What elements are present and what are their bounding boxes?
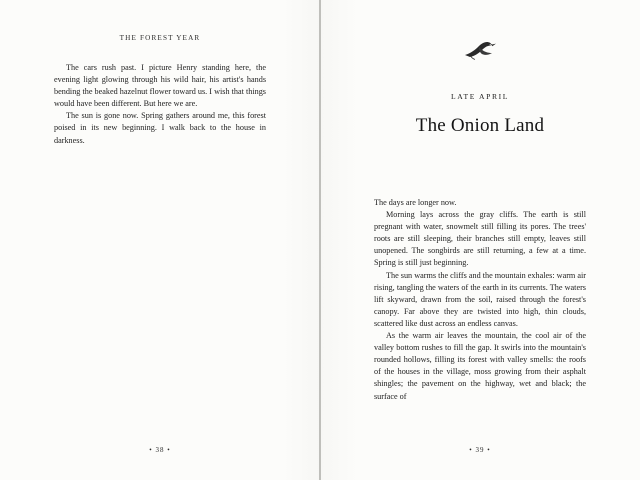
left-page-body — [54, 62, 266, 147]
page-number-left: • 38 • — [149, 446, 171, 454]
paragraph: Morning lays across the gray cliffs. The earth is still pregnant with water, snowmelt still filling its pores. The trees' roots are still sleeping, their branches still empty, leaves still unopened. The songbirds are still returning, a few at a time. Spring is still just beginning. — [374, 210, 586, 268]
left-page-content — [54, 34, 266, 147]
paragraph: The sun is gone now. Spring gathers around me, this forest poised in its new beginning. I walk back to the house in darkness. — [54, 111, 266, 145]
right-page-body — [374, 197, 586, 403]
right-page-content — [374, 30, 586, 403]
chapter-label: LATE APRIL — [451, 92, 509, 101]
right-page — [320, 0, 640, 480]
paragraph: As the warm air leaves the mountain, the cool air of the valley bottom rushes to fill the gap. It swirls into the mountain's rounded hollows, filling its forest with valley smells: the roofs of the houses in the village, moss growing from their asphalt shingles; the pavement on the highway, wet and black; the surface of — [374, 331, 586, 401]
bird-ornament-icon — [374, 38, 586, 66]
running-head: THE FOREST YEAR — [119, 34, 201, 42]
chapter-title: The Onion Land — [415, 115, 545, 136]
spread-gutter — [319, 0, 321, 480]
paragraph: The days are longer now. — [374, 198, 457, 207]
page-number-right: • 39 • — [469, 446, 491, 454]
paragraph: The cars rush past. I picture Henry standing here, the evening light glowing through his wild hair, his artist's hands bending the beaked hazelnut flower toward us. I wish that things would have been different. But here we are. — [54, 63, 266, 109]
paragraph: The sun warms the cliffs and the mountain exhales: warm air rising, tangling the waters of the earth in its currents. The waters lift skyward, drawn from the soil, raised through the forest's canopy. Far above they are twisted into high, thin clouds, scattered like dust across an endless canvas. — [374, 270, 586, 328]
